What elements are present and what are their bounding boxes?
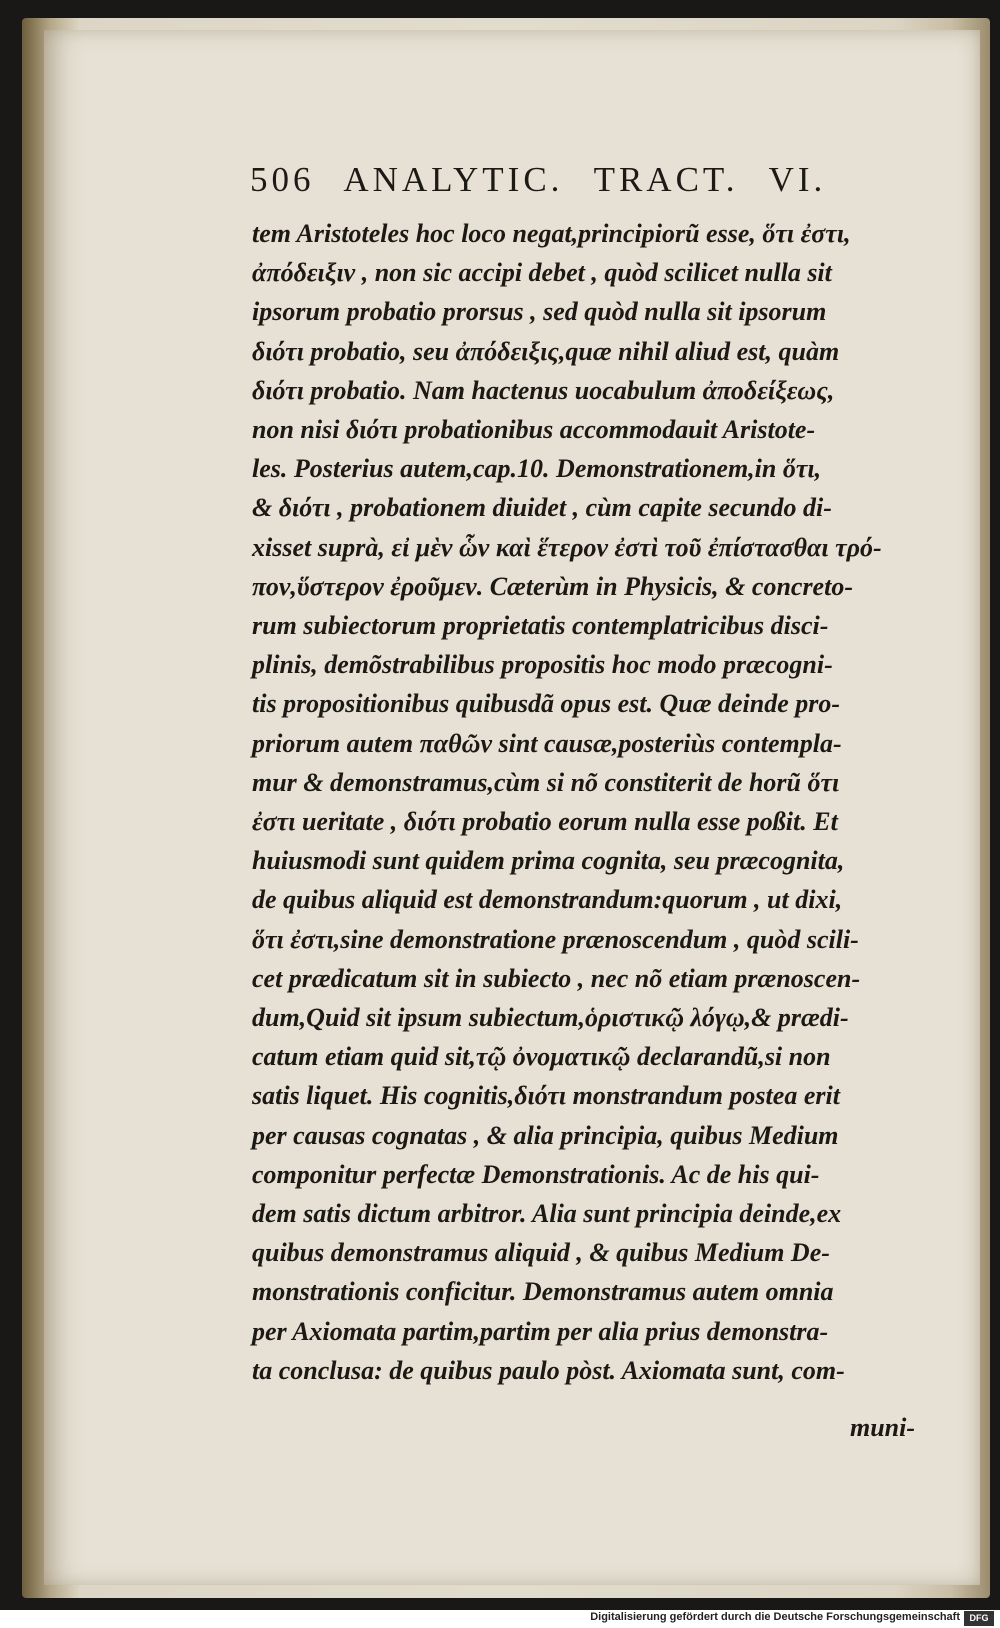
body-text: [252, 214, 938, 1390]
running-head: [250, 160, 890, 200]
text-line: les. Posterius autem,cap.10. Demonstrationem,in ὅτι,: [252, 454, 822, 484]
text-line: ὅτι ἐστι,sine demonstratione prænoscendum , quòd scili-: [252, 924, 859, 954]
text-line: componitur perfectæ Demonstrationis. Ac de his qui-: [252, 1159, 820, 1189]
text-line: διότι probatio. Nam hactenus uocabulum ἀποδείξεως,: [252, 375, 835, 405]
text-line: mur & demonstramus,cùm si nõ constiterit de horũ ὅτι: [252, 767, 840, 797]
text-line: plinis, demõstrabilibus propositis hoc modo præcogni-: [252, 650, 833, 680]
text-line: rum subiectorum proprietatis contemplatricibus disci-: [252, 611, 829, 641]
footer-bar: [0, 1610, 1000, 1628]
text-line: per causas cognatas , & alia principia, quibus Medium: [252, 1120, 839, 1150]
text-line: per Axiomata partim,partim per alia prius demonstra-: [252, 1316, 829, 1346]
text-line: ipsorum probatio prorsus , sed quòd nulla sit ipsorum: [252, 297, 827, 327]
text-line: ἀπόδειξιν , non sic accipi debet , quòd scilicet nulla sit: [252, 258, 832, 288]
text-line: tis propositionibus quibusdã opus est. Quæ deinde pro-: [252, 689, 841, 719]
text-line: de quibus aliquid est demonstrandum:quorum , ut dixi,: [252, 885, 843, 915]
text-line: διότι probatio, seu ἀπόδειξις,quæ nihil aliud est, quàm: [252, 336, 840, 366]
text-line: πον,ὕστερον ἐροῦμεν. Cæterùm in Physicis, & concreto-: [252, 571, 853, 601]
running-title-part: ANALYTIC.: [343, 160, 564, 199]
text-line: satis liquet. His cognitis,διότι monstrandum postea erit: [252, 1081, 840, 1111]
running-title-part: VI.: [768, 160, 827, 199]
text-line: cet prædicatum sit in subiecto , nec nõ etiam prænoscen-: [252, 963, 861, 993]
text-line: huiusmodi sunt quidem prima cognita, seu præcognita,: [252, 846, 845, 876]
text-line: ἐστι ueritate , διότι probatio eorum nulla esse poßit. Et: [252, 807, 838, 837]
text-line: dem satis dictum arbitror. Alia sunt principia deinde,ex: [252, 1199, 842, 1229]
text-line: catum etiam quid sit,τῷ ὀνοματικῷ declarandũ,si non: [252, 1042, 831, 1072]
funding-credit: Digitalisierung gefördert durch die Deutsche Forschungsgemeinschaft: [590, 1611, 960, 1623]
text-line: quibus demonstramus aliquid , & quibus Medium De-: [252, 1238, 830, 1268]
text-line: non nisi διότι probationibus accommodauit Aristote-: [252, 415, 816, 445]
text-line: tem Aristoteles hoc loco negat,principiorũ esse, ὅτι ἐστι,: [252, 219, 851, 248]
running-title-part: TRACT.: [593, 160, 739, 199]
catchword: muni-: [850, 1413, 916, 1442]
text-line: monstrationis conficitur. Demonstramus autem omnia: [252, 1277, 834, 1307]
page-number: 506: [250, 160, 315, 199]
text-line: dum,Quid sit ipsum subiectum,ὁριστικῷ λόγῳ,& prædi-: [252, 1003, 849, 1033]
text-line: & διότι , probationem diuidet , cùm capite secundo di-: [252, 493, 832, 523]
text-line: xisset suprà, εἰ μὲν ὧν καὶ ἕτερον ἐστὶ τοῦ ἐπίστασθαι τρό-: [252, 532, 882, 562]
text-line: priorum autem παθῶν sint causæ,posteriùs contempla-: [252, 728, 842, 758]
dfg-logo: DFG: [964, 1611, 994, 1626]
text-line: ta conclusa: de quibus paulo pòst. Axiomata sunt, com-: [252, 1355, 845, 1385]
